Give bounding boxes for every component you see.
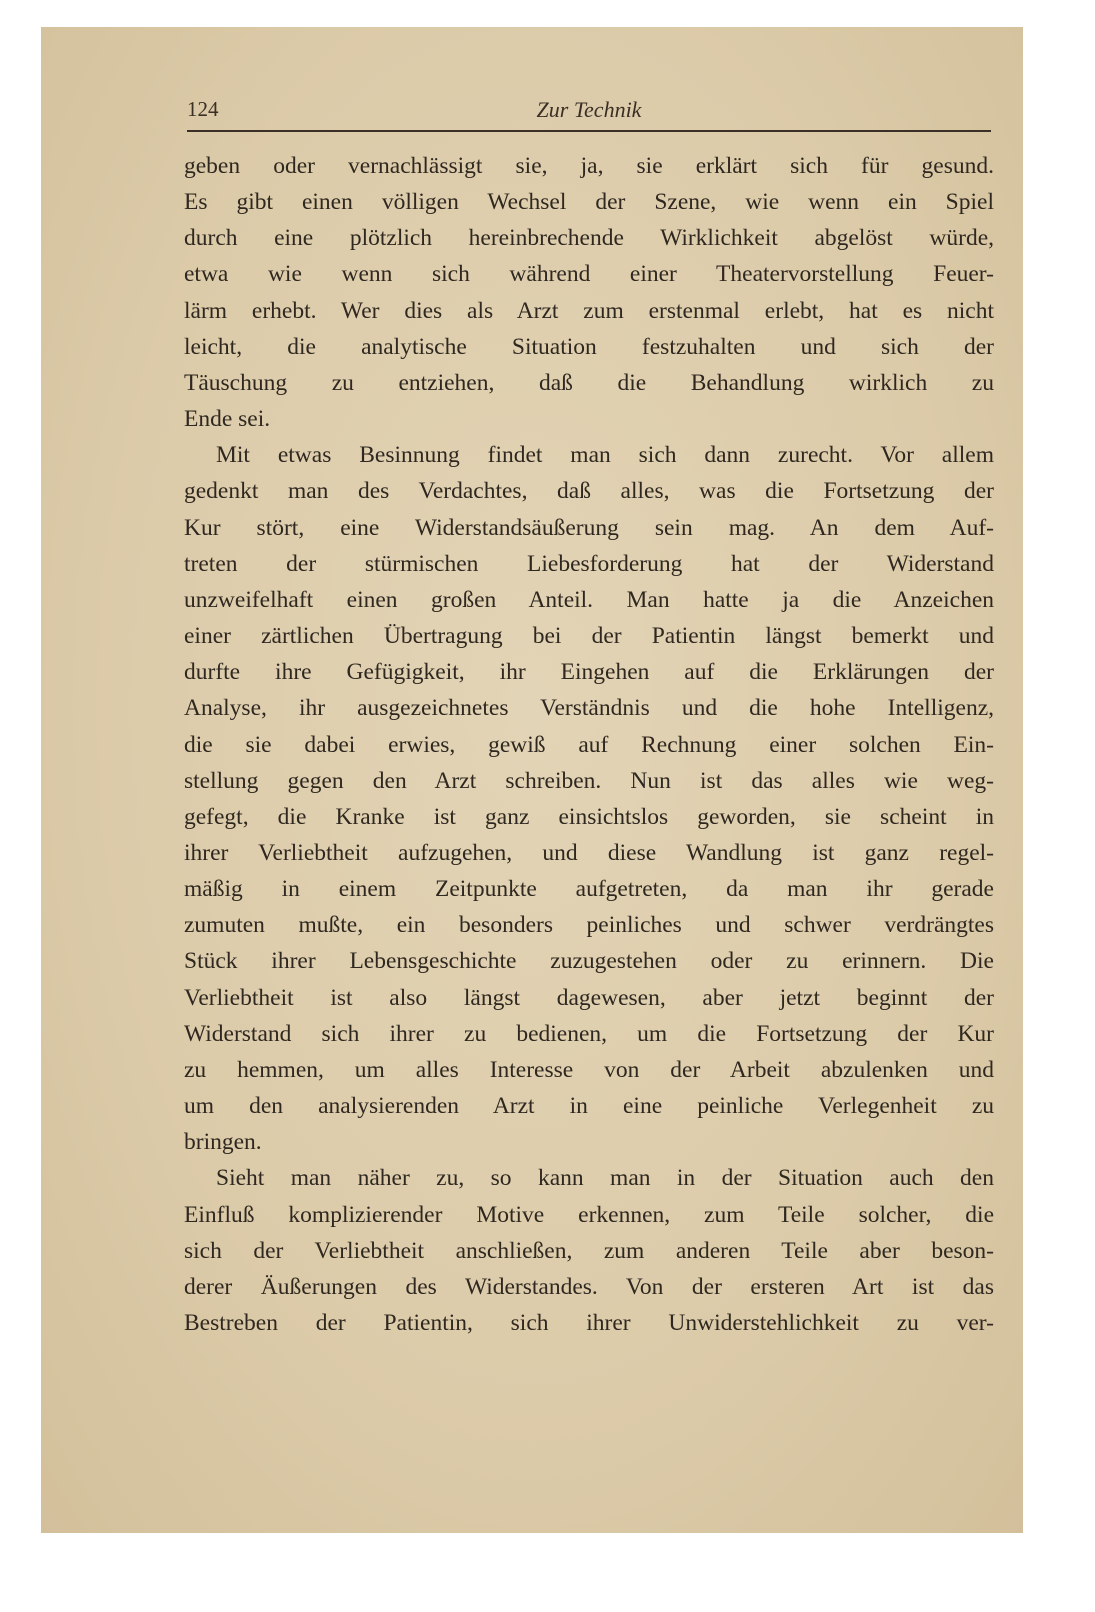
text-line: Stück ihrer Lebensgeschichte zuzugestehen oder zu erinnern. Die: [184, 948, 994, 975]
text-line: einer zärtlichen Übertragung bei der Patientin längst bemerkt und: [184, 623, 994, 650]
text-line: Widerstand sich ihrer zu bedienen, um die Fortsetzung der Kur: [184, 1020, 994, 1047]
paragraph: [184, 1160, 994, 1341]
page-body-text: [184, 148, 994, 1341]
text-line: unzweifelhaft einen großen Anteil. Man hatte ja die Anzeichen: [184, 586, 994, 613]
text-line: geben oder vernachlässigt sie, ja, sie erklärt sich für gesund.: [184, 153, 994, 179]
text-line: mäßig in einem Zeitpunkte aufgetreten, da man ihr gerade: [184, 876, 994, 903]
text-line: derer Äußerungen des Widerstandes. Von der ersteren Art ist das: [184, 1273, 994, 1300]
book-page: [41, 27, 1023, 1533]
text-line: Täuschung zu entziehen, daß die Behandlung wirklich zu: [184, 369, 994, 396]
text-line: treten der stürmischen Liebesforderung hat der Widerstand: [184, 550, 994, 577]
text-line: ihrer Verliebtheit aufzugehen, und diese Wandlung ist ganz regel-: [184, 839, 994, 866]
text-line: zumuten mußte, ein besonders peinliches und schwer verdrängtes: [184, 912, 994, 939]
header-rule: [187, 130, 991, 132]
text-line: Bestreben der Patientin, sich ihrer Unwiderstehlichkeit zu ver-: [184, 1310, 994, 1336]
text-line: stellung gegen den Arzt schreiben. Nun ist das alles wie weg-: [184, 767, 994, 794]
text-line: Sieht man näher zu, so kann man in der Situation auch den: [216, 1165, 994, 1192]
text-line: sich der Verliebtheit anschließen, zum anderen Teile aber beson-: [184, 1237, 994, 1264]
text-line: leicht, die analytische Situation festzuhalten und sich der: [184, 333, 994, 360]
text-line: durch eine plötzlich hereinbrechende Wirklichkeit abgelöst würde,: [184, 225, 994, 252]
text-line: gedenkt man des Verdachtes, daß alles, was die Fortsetzung der: [184, 478, 994, 505]
text-line: um den analysierenden Arzt in eine peinliche Verlegenheit zu: [184, 1093, 994, 1120]
text-line: die sie dabei erwies, gewiß auf Rechnung einer solchen Ein-: [184, 731, 994, 758]
text-line: Einfluß komplizierender Motive erkennen, zum Teile solcher, die: [184, 1201, 994, 1228]
paragraph: [184, 437, 994, 1160]
running-title: Zur Technik: [536, 97, 642, 122]
text-line: Analyse, ihr ausgezeichnetes Verständnis und die hohe Intelligenz,: [184, 695, 994, 722]
page-header: [187, 97, 991, 133]
text-line: etwa wie wenn sich während einer Theatervorstellung Feuer-: [184, 261, 994, 288]
text-line: gefegt, die Kranke ist ganz einsichtslos geworden, sie scheint in: [184, 803, 994, 830]
text-line: Verliebtheit ist also längst dagewesen, aber jetzt beginnt der: [184, 984, 994, 1011]
text-line: Ende sei.: [184, 406, 271, 433]
text-line: bringen.: [184, 1129, 262, 1156]
text-line: Kur stört, eine Widerstandsäußerung sein mag. An dem Auf-: [184, 514, 994, 541]
page-number: 124: [187, 97, 219, 121]
paragraph: [184, 148, 994, 437]
text-line: lärm erhebt. Wer dies als Arzt zum erstenmal erlebt, hat es nicht: [184, 297, 994, 324]
text-line: zu hemmen, um alles Interesse von der Arbeit abzulenken und: [184, 1056, 994, 1083]
text-line: Mit etwas Besinnung findet man sich dann zurecht. Vor allem: [216, 442, 994, 469]
text-line: Es gibt einen völligen Wechsel der Szene, wie wenn ein Spiel: [184, 189, 994, 216]
text-line: durfte ihre Gefügigkeit, ihr Eingehen auf die Erklärungen der: [184, 659, 994, 686]
